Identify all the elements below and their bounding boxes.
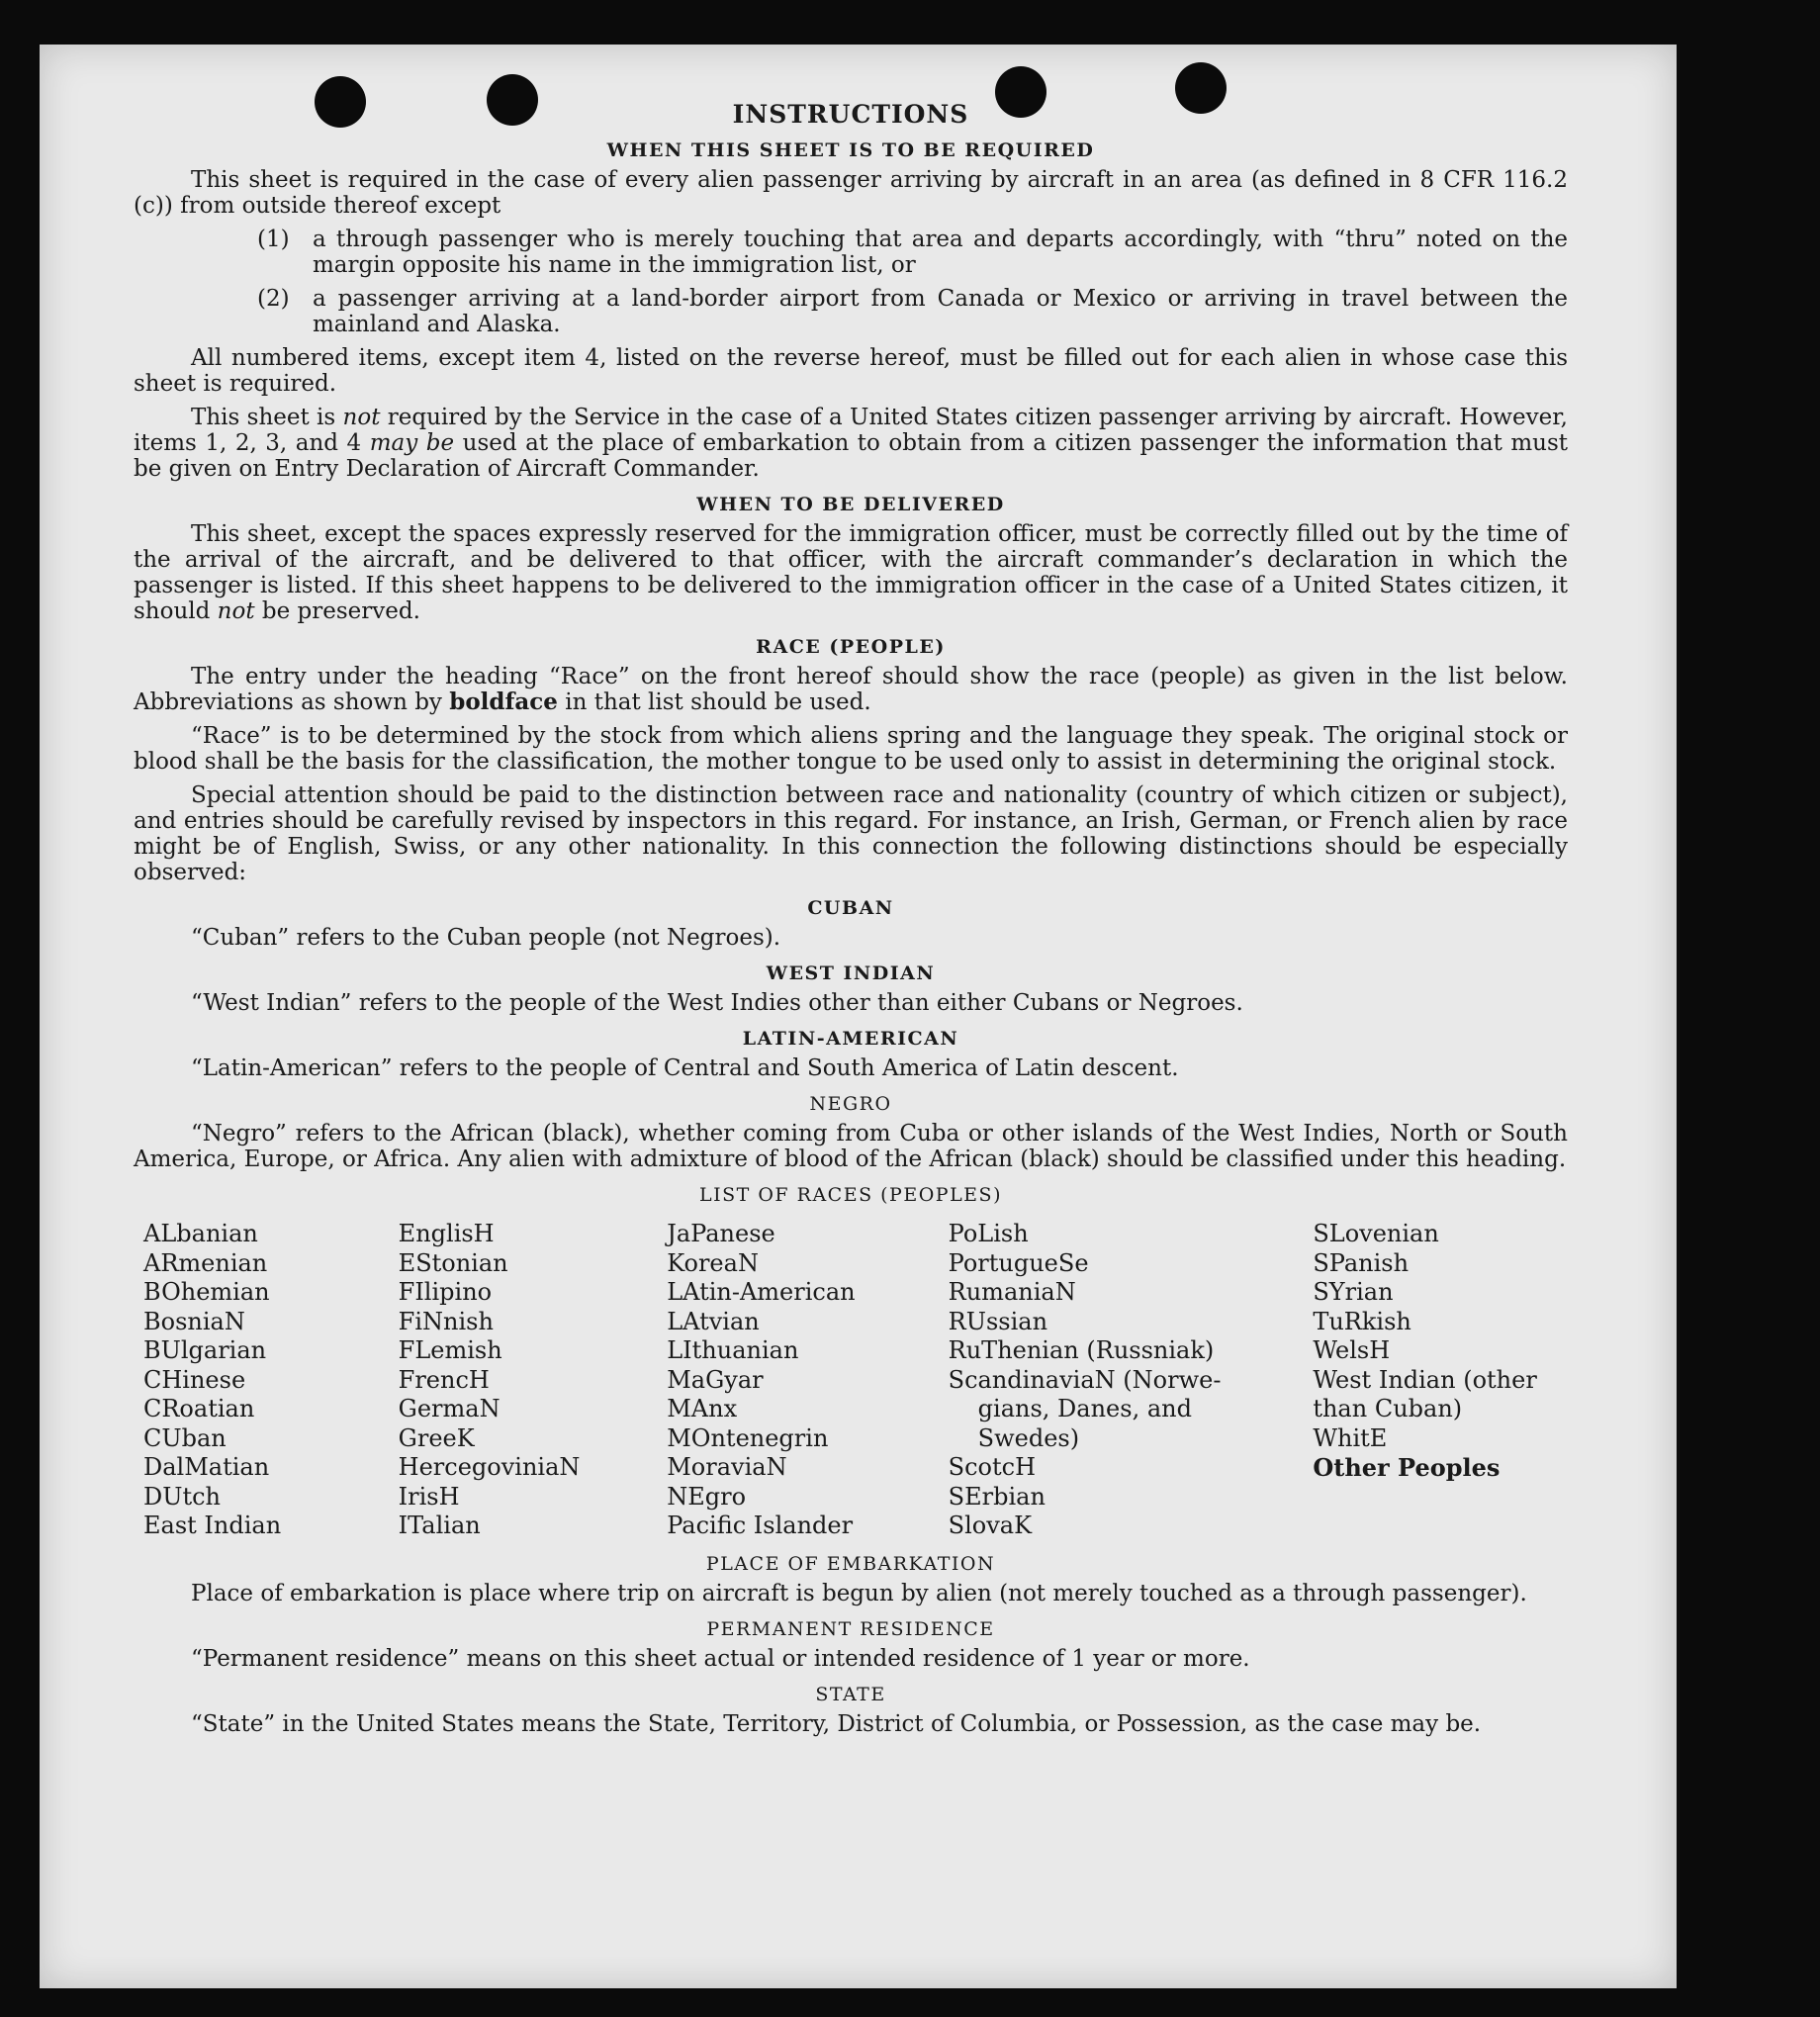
race-entry: WelsH [1313, 1336, 1391, 1364]
race-entry: FIlipino [398, 1278, 493, 1306]
residence-text: “Permanent residence” means on this sheet actual or intended residence of 1 year or more. [191, 1645, 1250, 1672]
required-para-2: All numbered items, except item 4, listed on the reverse hereof, must be filled out for each alien in whose case this sheet is required. [134, 345, 1568, 397]
race-entry: SLovenian [1313, 1220, 1439, 1247]
race-entry: than Cuban) [1313, 1395, 1463, 1422]
race-entry: CUban [143, 1423, 227, 1452]
race-entry: MaGyar [667, 1365, 764, 1394]
race-entry: BosniaN [143, 1307, 245, 1335]
race-entry: gians, Danes, and [977, 1395, 1192, 1422]
embarkation-text: Place of embarkation is place where trip on aircraft is begun by alien (not merely touched as a through passenger). [191, 1580, 1527, 1606]
race-entry: BOhemian [143, 1278, 270, 1306]
negro-text: “Negro” refers to the African (black), whether coming from Cuba or other islands of the West Indies, North or South America, Europe, or Africa. Any alien with admixture of blood of the African (black) should be classified under this heading. [134, 1121, 1568, 1172]
race-entry: SYrian [1313, 1278, 1394, 1306]
race-entry: DUtch [143, 1482, 222, 1511]
race-entry: MAnx [667, 1395, 738, 1422]
race-entry: SPanish [1313, 1248, 1410, 1277]
heading-west-indian: WEST INDIAN [766, 963, 936, 984]
heading-negro: NEGRO [809, 1093, 892, 1115]
race-entry: JaPanese [667, 1220, 775, 1247]
race-entry: RuThenian (Russniak) [948, 1336, 1215, 1364]
race-para-1: The entry under the heading “Race” on the front hereof should show the race (people) as given in the list below. Abbreviations as shown by boldface in that list should be used. [134, 664, 1568, 715]
heading-list-of-races: LIST OF RACES (PEOPLES) [699, 1184, 1002, 1206]
heading-cuban: CUBAN [807, 897, 894, 919]
race-entry: PoLish [948, 1220, 1029, 1247]
race-entry: EnglisH [398, 1220, 495, 1247]
race-entry: LIthuanian [667, 1336, 799, 1364]
race-entry: East Indian [143, 1512, 282, 1539]
race-entry: HercegoviniaN [398, 1453, 581, 1481]
delivered-text: This sheet, except the spaces expressly reserved for the immigration officer, must be correctly filled out by the time of the arrival of the aircraft, and be delivered to that officer, with the aircraft commander’s declaration in which the passenger is listed. If this sheet happens to be delivered to the immigration officer in the case of a United States citizen, it should not be preserved. [134, 521, 1568, 624]
race-column-2 [399, 1220, 668, 1541]
document-sheet [40, 45, 1677, 1988]
west-indian-text: “West Indian” refers to the people of the West Indies other than either Cubans or Negroes. [191, 990, 1243, 1016]
race-column-1 [143, 1220, 399, 1541]
heading-state: STATE [815, 1683, 886, 1705]
race-entry: PortugueSe [948, 1248, 1089, 1277]
race-entry: SlovaK [948, 1512, 1033, 1539]
page-title: INSTRUCTIONS [732, 100, 969, 129]
race-list [143, 1220, 1568, 1541]
state-text: “State” in the United States means the State, Territory, District of Columbia, or Possession, as the case may be. [191, 1710, 1482, 1737]
item-number: (2) [257, 286, 290, 312]
race-entry: GreeK [398, 1423, 475, 1452]
required-para-3: This sheet is not required by the Service in the case of a United States citizen passenger arriving by aircraft. However, items 1, 2, 3, and 4 may be used at the place of embarkation to obtain from a citizen passenger the information that must be given on Entry Declaration of Aircraft Commander. [134, 405, 1569, 482]
race-entry: MOntenegrin [667, 1423, 829, 1452]
race-entry: CRoatian [143, 1395, 255, 1422]
race-entry: RumaniaN [948, 1278, 1076, 1306]
item-number: (1) [257, 227, 290, 252]
race-column-4 [949, 1220, 1314, 1541]
race-entry: NEgro [667, 1482, 747, 1511]
heading-permanent-residence: PERMANENT RESIDENCE [706, 1617, 995, 1640]
race-entry: EStonian [398, 1248, 508, 1277]
cuban-text: “Cuban” refers to the Cuban people (not Negroes). [191, 925, 781, 951]
race-entry: Swedes) [977, 1423, 1080, 1452]
exception-item-2 [257, 286, 1568, 337]
heading-embarkation: PLACE OF EMBARKATION [705, 1552, 996, 1575]
race-entry: SErbian [948, 1482, 1046, 1511]
race-entry: MoraviaN [667, 1453, 787, 1481]
race-entry: LAtin-American [667, 1278, 856, 1306]
race-entry: FrencH [398, 1365, 490, 1394]
race-entry: FiNnish [398, 1307, 494, 1335]
instructions-content [134, 102, 1568, 1745]
race-entry: DalMatian [143, 1453, 270, 1481]
race-para-2: “Race” is to be determined by the stock from which aliens spring and the language they speak. The original stock or blood shall be the basis for the classification, the mother tongue to be used only to assist in determining the original stock. [134, 723, 1568, 775]
race-entry: RUssian [948, 1307, 1048, 1335]
heading-latin-american: LATIN-AMERICAN [742, 1028, 959, 1050]
race-entry: FLemish [398, 1336, 502, 1364]
race-column-5 [1313, 1220, 1568, 1541]
race-entry: ScandinaviaN (Norwe- [948, 1365, 1222, 1394]
race-entry: BUlgarian [143, 1336, 267, 1364]
race-entry: GermaN [398, 1395, 500, 1422]
race-entry: TuRkish [1313, 1307, 1411, 1335]
race-entry: ARmenian [143, 1248, 268, 1277]
race-entry: KoreaN [667, 1248, 759, 1277]
heading-race: RACE (PEOPLE) [756, 636, 946, 658]
exception-item-1 [257, 227, 1568, 278]
race-entry: West Indian (other [1313, 1365, 1537, 1394]
race-entry: WhitE [1313, 1423, 1388, 1452]
race-entry: LAtvian [667, 1307, 760, 1335]
race-para-3: Special attention should be paid to the distinction between race and nationality (country of which citizen or subject), and entries should be carefully revised by inspectors in this regard. For instance, an Irish, German, or French alien by race might be of English, Swiss, or any other nationality. In this connection the following distinctions should be especially observed: [134, 782, 1568, 885]
race-column-3 [667, 1220, 948, 1541]
race-entry: IrisH [398, 1482, 460, 1511]
heading-required: WHEN THIS SHEET IS TO BE REQUIRED [606, 139, 1095, 161]
item-text: a passenger arriving at a land-border airport from Canada or Mexico or arriving in travel between the mainland and Alaska. [313, 286, 1568, 337]
race-entry: ScotcH [948, 1453, 1037, 1481]
race-entry: Pacific Islander [667, 1512, 854, 1539]
race-entry: CHinese [143, 1365, 246, 1394]
heading-delivered: WHEN TO BE DELIVERED [696, 494, 1005, 515]
latin-american-text: “Latin-American” refers to the people of Central and South America of Latin descent. [191, 1055, 1179, 1081]
race-entry: ITalian [398, 1512, 481, 1539]
item-text: a through passenger who is merely touching that area and departs accordingly, with “thru” noted on the margin opposite his name in the immigration list, or [313, 227, 1568, 278]
required-intro: This sheet is required in the case of every alien passenger arriving by aircraft in an area (as defined in 8 CFR 116.2 (c)) from outside thereof except [134, 167, 1568, 219]
race-entry: Other Peoples [1313, 1453, 1501, 1482]
race-entry: ALbanian [143, 1220, 258, 1247]
